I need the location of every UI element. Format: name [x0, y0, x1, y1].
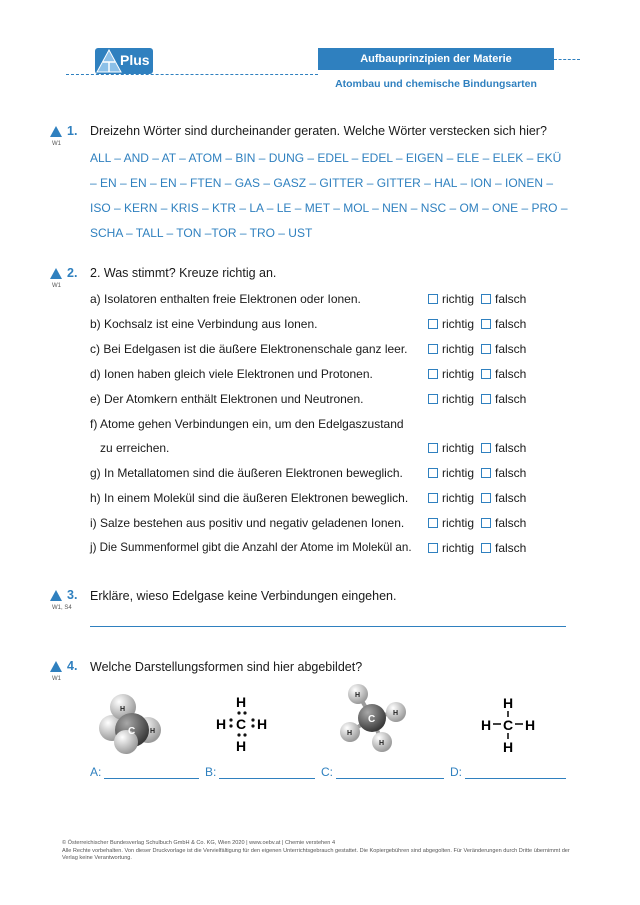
- checkbox-icon: [481, 369, 491, 379]
- answer-label-d: D:: [450, 765, 462, 779]
- statement-f: f) Atome gehen Verbindungen ein, um den Edelgaszustand: [90, 417, 404, 431]
- statement-e: e) Der Atomkern enthält Elektronen und Neutronen.: [90, 392, 364, 406]
- task-4-number: 4.: [67, 659, 78, 673]
- task-1-question: Dreizehn Wörter sind durcheinander geraten. Welche Wörter verstecken sich hier?: [90, 124, 547, 138]
- atom-label-h: H: [150, 728, 156, 735]
- task-4-question: Welche Darstellungsformen sind hier abgebildet?: [90, 660, 363, 674]
- checkbox-a-richtig[interactable]: richtig: [428, 292, 474, 306]
- checkbox-i-falsch[interactable]: falsch: [481, 516, 526, 530]
- checkbox-icon: [428, 443, 438, 453]
- task-1-number: 1.: [67, 124, 78, 138]
- task-3-number: 3.: [67, 588, 78, 602]
- methane-electron-dot-formula: [210, 690, 272, 756]
- logo-label: Plus: [120, 52, 150, 68]
- checkbox-g-richtig[interactable]: richtig: [428, 466, 474, 480]
- checkbox-icon: [428, 518, 438, 528]
- statement-i: i) Salze bestehen aus positiv und negativ geladenen Ionen.: [90, 516, 405, 530]
- methane-ball-and-stick-model: [336, 682, 412, 754]
- task-2-number: 2.: [67, 266, 78, 280]
- answer-field-c[interactable]: [336, 778, 444, 779]
- statement-b: b) Kochsalz ist eine Verbindung aus Ionen.: [90, 317, 318, 331]
- checkbox-icon: [481, 394, 491, 404]
- atom-h-right: H: [525, 717, 536, 733]
- checkbox-f-richtig[interactable]: richtig: [428, 441, 474, 455]
- header-dashed-line-right: [554, 59, 580, 60]
- answer-label-c: C:: [321, 765, 333, 779]
- atom-label-h: H: [379, 740, 385, 747]
- checkbox-icon: [428, 369, 438, 379]
- statement-g: g) In Metallatomen sind die äußeren Elektronen beweglich.: [90, 466, 403, 480]
- checkbox-icon: [481, 543, 491, 553]
- atom-label-h: H: [355, 692, 361, 699]
- atom-h-bottom: H: [236, 738, 247, 754]
- footer-copyright: © Österreichischer Bundesverlag Schulbuch GmbH & Co. KG, Wien 2020 | www.oebv.at | Chemie verstehen 4: [62, 840, 336, 846]
- answer-label-b: B:: [205, 765, 217, 779]
- task-2-triangle-icon: [50, 268, 62, 279]
- checkbox-icon: [428, 294, 438, 304]
- statement-h: h) In einem Molekül sind die äußeren Elektronen beweglich.: [90, 491, 409, 505]
- header-title: Aufbauprinzipien der Materie: [318, 48, 554, 70]
- methane-structural-formula: [478, 692, 540, 756]
- statement-d: d) Ionen haben gleich viele Elektronen und Protonen.: [90, 367, 373, 381]
- checkbox-h-richtig[interactable]: richtig: [428, 491, 474, 505]
- header-subtitle: Atombau und chemische Bindungsarten: [335, 78, 537, 90]
- checkbox-d-falsch[interactable]: falsch: [481, 367, 526, 381]
- task-2-tag: W1: [52, 283, 61, 289]
- atom-c: C: [503, 717, 514, 733]
- atom-h-top: H: [503, 695, 514, 711]
- atom-label-h: H: [393, 710, 399, 717]
- task-2-question: 2. Was stimmt? Kreuze richtig an.: [90, 266, 277, 280]
- task-3-question: Erkläre, wieso Edelgase keine Verbindungen eingehen.: [90, 589, 397, 603]
- footer-rights: Alle Rechte vorbehalten. Von dieser Druckvorlage ist die Vervielfältigung für den eigenen Unterrichtsgebrauch gestattet. Die Kopiergebühren sind abgegolten. Für Veränderungen durch Dritte übernimmt der Verlag keine Verantwortung.: [62, 847, 570, 861]
- statement-c: c) Bei Edelgasen ist die äußere Elektronenschale ganz leer.: [90, 342, 408, 356]
- logo-triangle-icon: [96, 49, 122, 73]
- checkbox-icon: [481, 493, 491, 503]
- checkbox-icon: [428, 344, 438, 354]
- checkbox-b-falsch[interactable]: falsch: [481, 317, 526, 331]
- checkbox-icon: [428, 394, 438, 404]
- answer-field-d[interactable]: [465, 778, 566, 779]
- checkbox-icon: [481, 443, 491, 453]
- atom-label-h: H: [120, 706, 126, 713]
- checkbox-icon: [428, 319, 438, 329]
- checkbox-f-falsch[interactable]: falsch: [481, 441, 526, 455]
- atom-h-right: H: [257, 716, 268, 732]
- atom-label-h: H: [347, 730, 353, 737]
- task-3-answer-line[interactable]: [90, 626, 566, 627]
- statement-f-continuation: zu erreichen.: [100, 441, 170, 455]
- task-4-tag: W1: [52, 676, 61, 682]
- answer-field-b[interactable]: [219, 778, 315, 779]
- checkbox-icon: [428, 493, 438, 503]
- checkbox-icon: [481, 294, 491, 304]
- atom-label-c: C: [368, 714, 376, 725]
- answer-field-a[interactable]: [104, 778, 199, 779]
- task-1-tag: W1: [52, 141, 61, 147]
- checkbox-j-richtig[interactable]: richtig: [428, 541, 474, 555]
- checkbox-b-richtig[interactable]: richtig: [428, 317, 474, 331]
- header-dashed-line-left: [66, 74, 318, 75]
- statement-a: a) Isolatoren enthalten freie Elektronen oder Ionen.: [90, 292, 361, 306]
- answer-label-a: A:: [90, 765, 102, 779]
- checkbox-a-falsch[interactable]: falsch: [481, 292, 526, 306]
- checkbox-icon: [481, 344, 491, 354]
- atom-c: C: [236, 716, 247, 732]
- atom-label-c: C: [128, 726, 136, 737]
- methane-spacefill-model: [96, 690, 168, 754]
- task-3-triangle-icon: [50, 590, 62, 601]
- task-3-tag: W1, S4: [52, 605, 72, 611]
- statement-j: j) Die Summenformel gibt die Anzahl der Atome im Molekül an.: [90, 541, 412, 554]
- checkbox-e-richtig[interactable]: richtig: [428, 392, 474, 406]
- checkbox-icon: [481, 518, 491, 528]
- checkbox-h-falsch[interactable]: falsch: [481, 491, 526, 505]
- atom-h-left: H: [481, 717, 492, 733]
- checkbox-c-falsch[interactable]: falsch: [481, 342, 526, 356]
- checkbox-icon: [481, 319, 491, 329]
- task-4-triangle-icon: [50, 661, 62, 672]
- checkbox-c-richtig[interactable]: richtig: [428, 342, 474, 356]
- checkbox-icon: [481, 468, 491, 478]
- checkbox-i-richtig[interactable]: richtig: [428, 516, 474, 530]
- atom-h-left: H: [216, 716, 227, 732]
- atom-h-bottom: H: [503, 739, 514, 755]
- checkbox-d-richtig[interactable]: richtig: [428, 367, 474, 381]
- task-1-triangle-icon: [50, 126, 62, 137]
- task-1-syllables: ALL – AND – AT – ATOM – BIN – DUNG – EDEL – EDEL – EIGEN – ELE – ELEK – EKÜ – EN – EN – EN – FTEN – GAS – GASZ – GITTER – GITTER – HAL – ION – IONEN – ISO – KERN – KRIS – KTR – LA – LE – MET – MOL – NEN – NSC – OM – ONE – PRO – SCHA – TALL – TON –TOR – TRO – UST: [90, 151, 568, 240]
- footer: [62, 840, 582, 863]
- checkbox-j-falsch[interactable]: falsch: [481, 541, 526, 555]
- checkbox-icon: [428, 543, 438, 553]
- checkbox-g-falsch[interactable]: falsch: [481, 466, 526, 480]
- checkbox-e-falsch[interactable]: falsch: [481, 392, 526, 406]
- atom-h-top: H: [236, 694, 247, 710]
- checkbox-icon: [428, 468, 438, 478]
